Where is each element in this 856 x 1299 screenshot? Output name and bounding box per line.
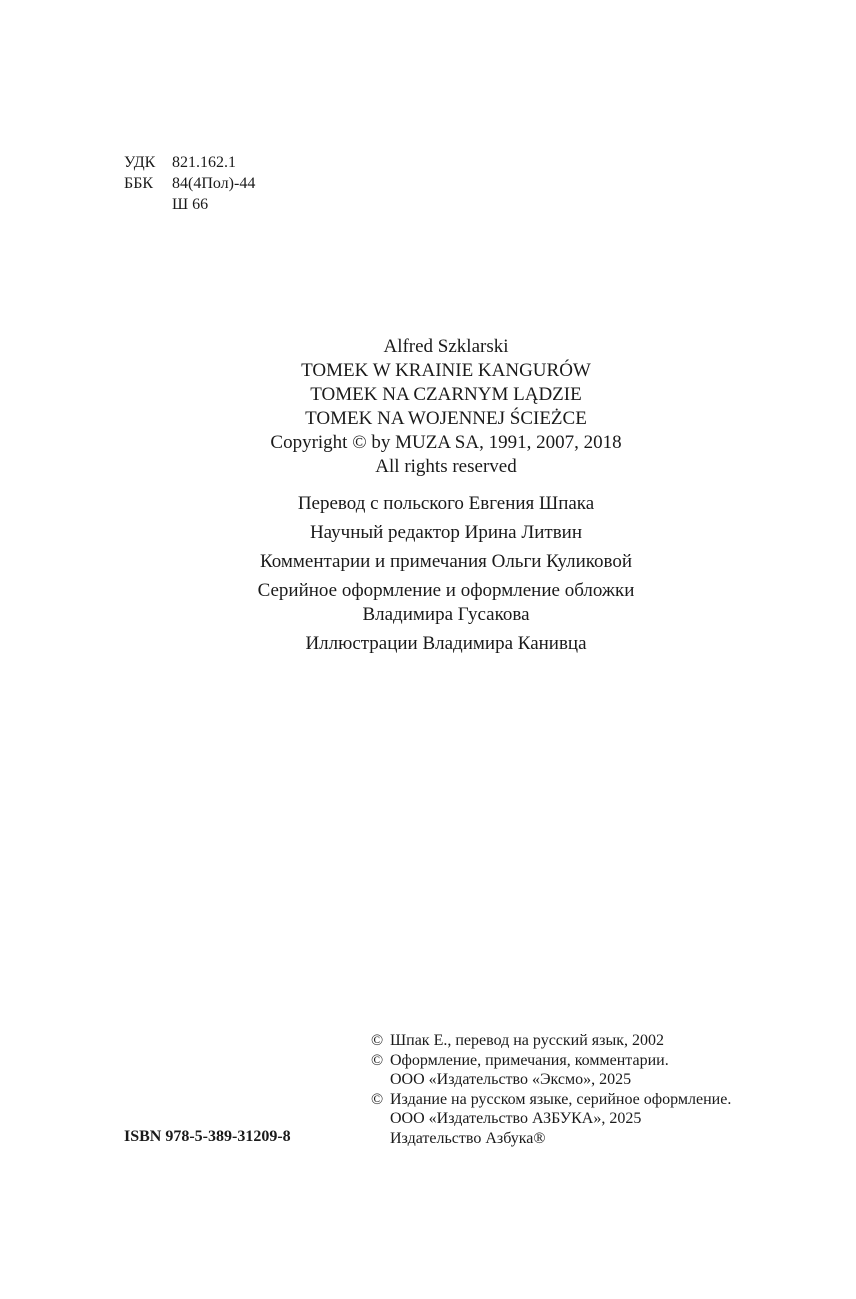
bbk-label: ББК bbox=[124, 175, 154, 192]
publisher-eksmo: ООО «Издательство «Эксмо», 2025 bbox=[390, 1071, 632, 1089]
credit-comments: Комментарии и примечания Ольги Куликовой bbox=[259, 551, 633, 572]
bbk-value: 84(4Пол)-44 bbox=[172, 175, 256, 192]
original-title: TOMEK NA CZARNYM LĄDZIE bbox=[310, 384, 582, 405]
original-author: Alfred Szklarski bbox=[383, 336, 509, 357]
copyright-translation: © Шпак Е., перевод на русский язык, 2002 bbox=[371, 1032, 664, 1049]
copyright-edition: © Издание на русском языке, серийное оформление. bbox=[371, 1090, 732, 1108]
copyright-icon: © bbox=[371, 1090, 384, 1108]
copyright-icon: © bbox=[371, 1051, 384, 1069]
author-mark-row bbox=[124, 194, 255, 215]
credit-design: Серийное оформление и оформление обложки Владимира Гусакова bbox=[257, 580, 635, 625]
publisher-azbuka: ООО «Издательство АЗБУКА», 2025 bbox=[390, 1110, 642, 1128]
classification-block bbox=[124, 152, 255, 215]
author-mark: Ш 66 bbox=[172, 196, 209, 213]
publisher-azbuka-trademark: Издательство Азбука® bbox=[390, 1129, 546, 1147]
original-title: TOMEK NA WOJENNEJ ŚCIEŻCE bbox=[305, 408, 587, 429]
original-title: TOMEK W KRAINIE KANGURÓW bbox=[301, 360, 591, 381]
udk-row bbox=[124, 152, 255, 173]
credits-block bbox=[0, 492, 856, 661]
credit-translation: Перевод с польского Евгения Шпака bbox=[297, 493, 595, 514]
original-copyright: Copyright © by MUZA SA, 1991, 2007, 2018 bbox=[270, 432, 622, 453]
original-edition-info bbox=[0, 335, 856, 479]
credit-scientific-editor: Научный редактор Ирина Литвин bbox=[309, 522, 583, 543]
credit-illustrations: Иллюстрации Владимира Канивца bbox=[305, 633, 587, 654]
bbk-row bbox=[124, 173, 255, 194]
copyright-design: © Оформление, примечания, комментарии. bbox=[371, 1051, 669, 1069]
udk-value: 821.162.1 bbox=[172, 154, 236, 171]
udk-label: УДК bbox=[124, 154, 156, 171]
isbn: ISBN 978-5-389-31209-8 bbox=[124, 1128, 291, 1145]
copyright-icon: © bbox=[371, 1032, 384, 1049]
rights-reserved: All rights reserved bbox=[375, 456, 517, 477]
copyright-notices bbox=[371, 1031, 731, 1149]
